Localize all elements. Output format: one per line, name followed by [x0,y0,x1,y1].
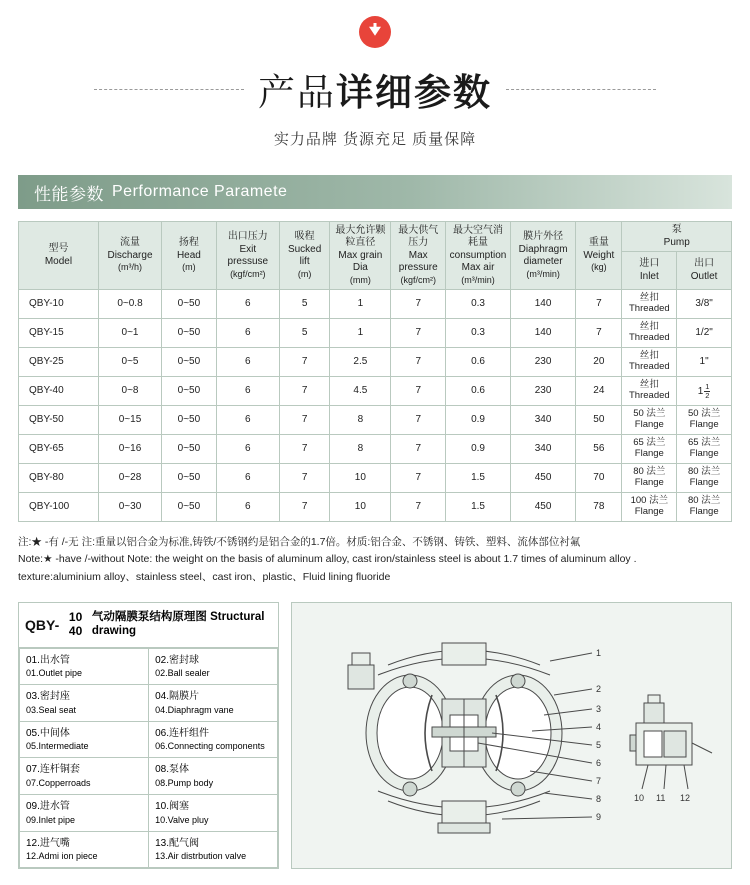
cell-exit: 6 [216,348,279,377]
col-exit-pressure-en: Exit pressuse [227,243,269,268]
structural-drawing-panel [291,602,732,869]
col-pump-group [622,222,732,252]
cell-model: QBY-40 [19,377,99,406]
cell-air: 0.3 [446,290,511,319]
cell-maxp: 7 [391,406,446,435]
cell-grain: 4.5 [330,377,391,406]
table-row [19,406,732,435]
page-title [258,62,492,116]
cell-lift: 7 [279,435,329,464]
callout-9: 9 [596,811,602,822]
callout-12: 12 [680,792,691,803]
col-diaphragm-dia-en: Diaphragm diameter [518,243,568,268]
page-subtitle: 实力品牌 货源充足 质量保障 [273,131,477,148]
callout-1: 1 [596,647,602,658]
cell-discharge: 0~8 [98,377,161,406]
col-pump-group-en: Pump [663,236,690,248]
cell-outlet-cn: 80 法兰 [687,495,721,507]
cell-lift: 5 [279,290,329,319]
legend-item-12-en: 12.Admi ion piece [26,851,98,862]
col-head-en: Head [176,249,201,261]
legend-item-02 [149,648,278,685]
cell-model: QBY-100 [19,493,99,522]
cell-outlet-en: Flange [689,477,719,488]
fraction-one-half: $\frac{1}{2}$ [705,381,710,400]
cell-discharge: 0~0.8 [98,290,161,319]
cell-outlet [677,493,732,522]
col-exit-pressure-cn: 出口压力 [227,231,268,243]
cell-inlet-en: Threaded [629,361,670,372]
cell-weight: 50 [576,406,622,435]
cell-inlet [622,290,677,319]
table-row [19,493,732,522]
cell-maxp: 7 [391,377,446,406]
cell-inlet [622,377,677,406]
cell-outlet-en: Flange [689,419,719,430]
cell-head: 0~50 [162,377,217,406]
cell-inlet-en: Flange [634,477,664,488]
cell-outlet [677,406,732,435]
cell-outlet: 1/2" [677,319,732,348]
legend-title-en: Structural drawing [91,610,265,637]
legend-item-06-cn: 06.连杆组件 [155,727,210,739]
cell-outlet-cn: 80 法兰 [687,466,721,478]
legend-item-07-cn: 07.连杆铜套 [26,764,80,776]
cell-weight: 78 [576,493,622,522]
cell-inlet-en: Flange [634,448,664,459]
cell-maxp: 7 [391,319,446,348]
legend-title [19,603,278,648]
cell-maxp: 7 [391,435,446,464]
cell-air: 0.3 [446,319,511,348]
callout-labels-main [596,648,601,822]
cell-dia: 140 [510,290,575,319]
cell-maxp: 7 [391,348,446,377]
col-max-grain-cn: 最大允许颗粒直径 [335,224,386,249]
cell-dia: 230 [510,348,575,377]
cell-grain: 1 [330,319,391,348]
cell-head: 0~50 [162,319,217,348]
callout-7: 7 [596,775,602,786]
col-pump-outlet [677,252,732,290]
cell-model: QBY-50 [19,406,99,435]
page-title-prefix: 产品 [258,72,336,113]
legend-model-range [63,611,88,639]
cell-lift: 7 [279,464,329,493]
cell-inlet-cn: 丝扣 [639,292,659,304]
col-weight-unit: (kg) [591,262,607,273]
col-discharge-en: Discharge [107,249,153,261]
cell-outlet: 1 $\frac{1}{2}$ [677,377,732,406]
cell-inlet-cn: 100 法兰 [630,495,669,507]
cell-lift: 7 [279,406,329,435]
cell-outlet-cn: 50 法兰 [687,408,721,420]
cell-model: QBY-25 [19,348,99,377]
cell-grain: 10 [330,464,391,493]
legend-item-09-en: 09.Inlet pipe [26,814,76,825]
cell-inlet [622,493,677,522]
col-max-grain [330,222,391,290]
cell-air: 1.5 [446,464,511,493]
col-max-grain-unit: (mm) [349,274,371,285]
table-row [19,464,732,493]
legend-item-01-en: 01.Outlet pipe [26,668,83,679]
cell-dia: 230 [510,377,575,406]
legend-item-03-cn: 03.密封座 [26,691,70,703]
cell-exit: 6 [216,290,279,319]
cell-inlet-cn: 65 法兰 [633,437,666,449]
cell-air: 0.9 [446,435,511,464]
legend-item-05-cn: 05.中间体 [26,727,70,739]
legend-row [20,831,278,868]
col-diaphragm-dia-unit: (m³/min) [526,268,560,279]
cell-exit: 6 [216,464,279,493]
col-max-grain-en: Max grain Dia [338,249,383,274]
cell-discharge: 0~1 [98,319,161,348]
table-row [19,348,732,377]
col-head-unit: (m) [182,262,196,273]
section-title-cn: 性能参数 [34,184,104,204]
table-row [19,290,732,319]
cell-grain: 10 [330,493,391,522]
col-discharge-unit: (m³/h) [118,262,142,273]
cell-weight: 7 [576,290,622,319]
title-divider-right [506,89,656,90]
cell-outlet-cn: 65 法兰 [687,437,721,449]
note-line-cn: 注:★ -有 /-无 注:重量以铝合金为标准,铸铁/不锈钢约是铝合金的1.7倍。材质:铝合金、不锈钢、铸铁、塑料、流体部位衬氟 [18,536,581,548]
cell-head: 0~50 [162,493,217,522]
callout-8: 8 [596,793,602,804]
col-exit-pressure [216,222,279,290]
col-discharge-cn: 流量 [120,237,140,249]
cell-discharge: 0~5 [98,348,161,377]
legend-row [20,648,278,685]
legend-model-top: 10 [68,609,83,624]
callout-labels-side [634,793,690,803]
legend-table [19,648,278,869]
table-row [19,319,732,348]
cell-inlet-en: Threaded [629,303,670,314]
cell-inlet-cn: 50 法兰 [633,408,666,420]
col-head [162,222,217,290]
legend-item-07 [20,758,149,795]
legend-item-03 [20,685,149,722]
cell-lift: 5 [279,319,329,348]
callout-6: 6 [596,757,602,768]
cell-dia: 450 [510,464,575,493]
col-sucked-lift [279,222,329,290]
col-pump-inlet-cn: 进口 [639,258,660,269]
col-weight-cn: 重量 [588,237,609,249]
cell-inlet [622,319,677,348]
legend-item-08-cn: 08.泵体 [155,764,190,776]
cell-inlet-cn: 丝扣 [639,321,659,333]
spec-table-head [19,222,732,290]
cell-head: 0~50 [162,348,217,377]
legend-item-06 [149,721,278,758]
cell-inlet [622,406,677,435]
note-line-en-2: texture:aluminium alloy、stainless steel、cast iron、plastic、Fluid lining fluoride [18,570,391,583]
cell-discharge: 0~28 [98,464,161,493]
col-max-pressure-unit: (kgf/cm²) [400,274,436,285]
notes-block [18,534,732,586]
cell-exit: 6 [216,435,279,464]
cell-model: QBY-65 [19,435,99,464]
cell-exit: 6 [216,406,279,435]
legend-row [20,685,278,722]
title-divider-left [94,89,244,90]
cell-weight: 70 [576,464,622,493]
legend-item-08-en: 08.Pump body [155,777,214,788]
spec-table-header-row [19,222,732,252]
col-model-cn: 型号 [48,243,69,254]
table-row [19,435,732,464]
cell-dia: 140 [510,319,575,348]
spec-table-wrapper [18,221,732,522]
legend-item-07-en: 07.Copperroads [26,777,91,788]
legend-row [20,721,278,758]
col-max-pressure [391,222,446,290]
cell-air: 0.9 [446,406,511,435]
callout-11: 11 [656,792,666,803]
cell-lift: 7 [279,348,329,377]
callout-10: 10 [634,792,645,803]
cell-outlet-en: Flange [689,448,719,459]
col-model-en: Model [44,255,73,267]
callout-3: 3 [596,703,602,714]
col-max-air-unit: (m³/min) [461,274,495,285]
cell-discharge: 0~16 [98,435,161,464]
cell-exit: 6 [216,319,279,348]
cell-weight: 24 [576,377,622,406]
bottom-section [18,602,732,869]
pump-cross-section-diagram [292,603,732,855]
cell-grain: 2.5 [330,348,391,377]
col-pump-outlet-en: Outlet [690,270,718,282]
cell-inlet [622,348,677,377]
note-line-en-1: Note:★ -have /-without Note: the weight on the basis of aluminum alloy, cast iron/stainless steel is about 1.7 times of aluminum alloy . [18,553,637,566]
title-row [0,62,750,116]
legend-model-bottom: 40 [68,623,83,638]
cell-head: 0~50 [162,406,217,435]
cell-head: 0~50 [162,290,217,319]
col-pump-group-cn: 泵 [671,224,682,235]
down-arrow-icon [359,16,391,48]
col-max-air-en: consumption Max air [449,249,507,274]
cell-inlet-en: Flange [634,506,664,517]
cell-outlet: 1" [677,348,732,377]
cell-maxp: 7 [391,493,446,522]
page-header [0,0,750,149]
legend-item-01 [20,648,149,685]
cell-maxp: 7 [391,290,446,319]
legend-item-10-en: 10.Valve pluy [155,814,209,825]
col-pump-inlet-en: Inlet [639,270,659,282]
cell-inlet-cn: 丝扣 [639,350,659,362]
legend-row [20,795,278,832]
cell-dia: 340 [510,406,575,435]
cell-exit: 6 [216,493,279,522]
cell-outlet [677,464,732,493]
cell-inlet-en: Threaded [629,332,670,343]
col-weight-en: Weight [583,249,615,261]
legend-item-10 [149,795,278,832]
col-pump-inlet [622,252,677,290]
legend-item-04 [149,685,278,722]
cell-inlet [622,435,677,464]
legend-panel [18,602,279,869]
legend-item-12-cn: 12.进气嘴 [26,837,70,849]
legend-model-prefix: QBY- [25,616,60,633]
cell-grain: 1 [330,290,391,319]
cell-exit: 6 [216,377,279,406]
col-discharge [98,222,161,290]
callout-2: 2 [596,683,602,694]
col-max-pressure-en: Max pressure [398,249,438,274]
legend-row [20,758,278,795]
cell-head: 0~50 [162,464,217,493]
cell-grain: 8 [330,406,391,435]
page-title-emphasis: 详细参数 [336,72,492,113]
cell-lift: 7 [279,377,329,406]
legend-item-02-cn: 02.密封球 [155,654,200,666]
legend-item-12 [20,831,149,868]
col-weight [576,222,622,290]
legend-item-08 [149,758,278,795]
table-row [19,377,732,406]
legend-item-02-en: 02.Ball sealer [155,668,210,679]
legend-item-05 [20,721,149,758]
section-header-performance [18,175,732,209]
cell-grain: 8 [330,435,391,464]
col-sucked-lift-cn: 吸程 [294,231,315,243]
cell-head: 0~50 [162,435,217,464]
cell-air: 0.6 [446,377,511,406]
col-sucked-lift-unit: (m) [297,268,312,279]
col-head-cn: 扬程 [178,237,199,249]
cell-inlet [622,464,677,493]
cell-discharge: 0~30 [98,493,161,522]
col-diaphragm-dia-cn: 膜片外径 [523,231,564,243]
legend-item-04-en: 04.Diaphragm vane [155,704,234,715]
cell-model: QBY-80 [19,464,99,493]
legend-item-03-en: 03.Seal seat [26,704,77,715]
callout-4: 4 [596,721,602,732]
legend-item-10-cn: 10.阀塞 [155,801,190,813]
cell-outlet: 3/8" [677,290,732,319]
cell-lift: 7 [279,493,329,522]
section-title-en: Performance Paramete [112,183,288,200]
legend-item-05-en: 05.Intermediate [26,741,89,752]
cell-weight: 56 [576,435,622,464]
spec-table-body [19,290,732,522]
col-exit-pressure-unit: (kgf/cm²) [230,268,266,279]
cell-inlet-en: Threaded [629,390,670,401]
cell-dia: 340 [510,435,575,464]
cell-inlet-en: Flange [634,419,664,430]
cell-weight: 20 [576,348,622,377]
col-max-pressure-cn: 最大供气压力 [398,224,439,249]
col-sucked-lift-en: Sucked lift [287,243,322,268]
cell-inlet-cn: 丝扣 [639,379,659,391]
col-max-air [446,222,511,290]
legend-item-13-en: 13.Air distrbution valve [155,851,247,862]
col-diaphragm-dia [510,222,575,290]
legend-item-09 [20,795,149,832]
legend-item-06-en: 06.Connecting components [155,741,265,752]
col-pump-outlet-cn: 出口 [694,258,715,269]
col-model [19,222,99,290]
cell-air: 0.6 [446,348,511,377]
air-valve-sub-diagram [630,695,712,789]
cell-maxp: 7 [391,464,446,493]
legend-item-13 [149,831,278,868]
legend-item-13-cn: 13.配气阀 [155,837,200,849]
cell-dia: 450 [510,493,575,522]
cell-model: QBY-10 [19,290,99,319]
cell-outlet [677,435,732,464]
cell-weight: 7 [576,319,622,348]
legend-item-01-cn: 01.出水管 [26,654,70,666]
cell-inlet-cn: 80 法兰 [633,466,666,478]
legend-title-text [92,611,272,639]
spec-table [18,221,732,522]
cell-discharge: 0~15 [98,406,161,435]
legend-item-04-cn: 04.隔膜片 [155,691,200,703]
col-max-air-cn: 最大空气消耗量 [453,224,504,249]
legend-item-09-cn: 09.进水管 [26,801,70,813]
cell-outlet-en: Flange [689,506,719,517]
cell-model: QBY-15 [19,319,99,348]
legend-title-cn: 气动隔膜泵结构原理图 [91,610,207,623]
cell-air: 1.5 [446,493,511,522]
callout-5: 5 [596,739,602,750]
